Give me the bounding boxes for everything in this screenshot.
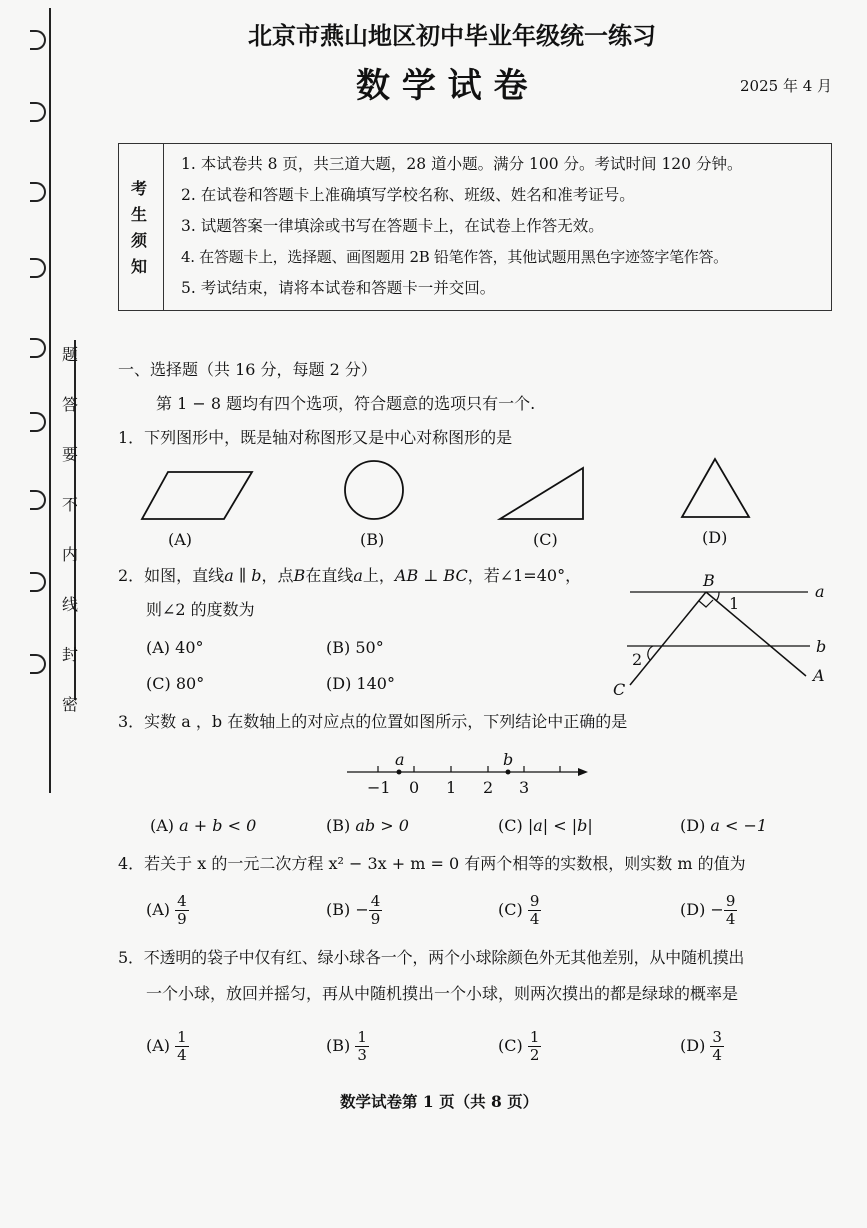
option-label: (B) xyxy=(326,638,351,657)
numerator: 4 xyxy=(370,892,381,910)
fraction xyxy=(528,1029,542,1064)
notice-item: 3. 试题答案一律填涂或书写在答题卡上，在试卷上作答无效。 xyxy=(181,217,604,235)
page-footer: 数学试卷第 1 页（共 8 页） xyxy=(340,1092,539,1111)
q2-text: 2．如图，直线 xyxy=(118,566,225,585)
exam-date: 2025 年 4 月 xyxy=(740,77,833,95)
seal-char: 密 xyxy=(61,695,78,714)
option-label: (D) xyxy=(326,674,352,693)
question-1-stem: 1．下列图形中，既是轴对称图形又是中心对称图形的是 xyxy=(118,428,513,447)
seal-char: 封 xyxy=(61,645,78,664)
numerator: 4 xyxy=(177,892,187,910)
option-value: a + b < 0 xyxy=(179,816,257,835)
fraction xyxy=(175,893,189,928)
q5-option-d xyxy=(680,1024,724,1068)
axis-tick-label: 3 xyxy=(519,778,530,797)
question-3-stem: 3．实数 a ，b 在数轴上的对应点的位置如图所示，下列结论中正确的是 xyxy=(118,712,628,731)
option-label: (B) xyxy=(326,816,351,835)
numerator: 9 xyxy=(529,892,540,910)
axis-tick-label: 2 xyxy=(483,778,494,797)
q4-option-b xyxy=(326,888,382,932)
q2-text: ，若∠1=40°， xyxy=(467,566,582,585)
q5-option-c xyxy=(498,1024,541,1068)
option-label: (C) xyxy=(146,674,171,693)
denominator: 2 xyxy=(529,1046,540,1064)
seal-char: 答 xyxy=(61,395,78,414)
seal-char: 题 xyxy=(61,345,78,364)
option-label: (C) xyxy=(498,900,523,919)
axis-point-b-label: b xyxy=(503,750,514,769)
seal-char: 内 xyxy=(61,545,78,564)
section-intro: 第 1 − 8 题均有四个选项，符合题意的选项只有一个. xyxy=(156,394,536,413)
notice-heading-char: 生 xyxy=(131,205,148,224)
numerator: 1 xyxy=(177,1028,187,1046)
denominator: 9 xyxy=(370,910,381,928)
seal-char: 不 xyxy=(61,495,78,514)
q5-option-a xyxy=(146,1024,189,1068)
option-label: (A) xyxy=(146,1036,171,1055)
option-label: (D) xyxy=(680,816,706,835)
axis-point-a-label: a xyxy=(395,750,405,769)
denominator: 4 xyxy=(725,910,736,928)
q2-point-label: B xyxy=(293,566,306,585)
axis-tick-label: 0 xyxy=(409,778,420,797)
q2-text: 上， xyxy=(362,566,395,585)
option-label: (A) xyxy=(146,638,171,657)
notice-item: 1. 本试卷共 8 页，共三道大题，28 道小题。满分 100 分。考试时间 120 分钟。 xyxy=(181,155,743,173)
angle-1-label: 1 xyxy=(729,594,740,613)
line-a-label: a xyxy=(815,582,825,601)
denominator: 9 xyxy=(177,910,187,928)
numerator: 9 xyxy=(725,892,736,910)
seal-char: 线 xyxy=(61,595,78,614)
denominator: 4 xyxy=(177,1046,187,1064)
question-5-line1: 5．不透明的袋子中仅有红、绿小球各一个，两个小球除颜色外无其他差别，从中随机摸出 xyxy=(118,948,745,967)
option-sign: − xyxy=(355,900,369,919)
q1-option-c: (C) xyxy=(533,530,558,549)
option-value: 140° xyxy=(356,674,395,693)
fraction xyxy=(724,893,738,928)
q3-option-d xyxy=(680,816,767,836)
option-label: (B) xyxy=(326,1036,351,1055)
q3-option-c xyxy=(498,816,593,836)
point-b-label: B xyxy=(703,571,715,590)
q2-line-label: a xyxy=(353,566,363,585)
angle-2-label: 2 xyxy=(632,650,643,669)
option-value: |a| < |b| xyxy=(527,816,593,835)
axis-arrow xyxy=(578,768,588,776)
q3-option-a xyxy=(150,816,256,836)
option-value: 40° xyxy=(175,638,204,657)
option-value: a < −1 xyxy=(710,816,768,835)
point-b-dot xyxy=(506,770,511,775)
notice-item: 4. 在答题卡上，选择题、画图题用 2B 铅笔作答，其他试题用黑色字迹签字笔作答。 xyxy=(181,248,728,266)
q4-option-a xyxy=(146,888,189,932)
option-label: (C) xyxy=(498,816,523,835)
denominator: 3 xyxy=(357,1046,367,1064)
question-5-line2: 一个小球，放回并摇匀，再从中随机摸出一个小球，则两次摸出的都是绿球的概率是 xyxy=(146,984,739,1003)
section-title: 一、选择题（共 16 分，每题 2 分） xyxy=(118,360,377,379)
option-sign: − xyxy=(710,900,724,919)
denominator: 4 xyxy=(529,910,540,928)
notice-heading-char: 考 xyxy=(131,179,148,198)
numerator: 3 xyxy=(712,1028,722,1046)
q4-option-c xyxy=(498,888,541,932)
seal-char: 要 xyxy=(61,445,78,464)
option-label: (D) xyxy=(680,1036,706,1055)
point-a-dot xyxy=(397,770,402,775)
notice-heading-char: 须 xyxy=(131,231,148,250)
q1-option-a: (A) xyxy=(168,530,193,549)
option-label: (A) xyxy=(150,816,175,835)
fraction xyxy=(175,1029,189,1064)
q1-option-b: (B) xyxy=(360,530,385,549)
q3-option-b xyxy=(326,816,409,836)
q4-option-d xyxy=(680,888,737,932)
option-value: ab > 0 xyxy=(355,816,409,835)
fraction xyxy=(369,893,383,928)
q2-parallel-expr: a ∥ b xyxy=(224,566,262,585)
line-b-label: b xyxy=(816,637,827,656)
axis-tick-label: −1 xyxy=(367,778,391,797)
option-value: 50° xyxy=(355,638,384,657)
fraction xyxy=(355,1029,369,1064)
question-4-stem: 4．若关于 x 的一元二次方程 x² − 3x + m = 0 有两个相等的实数根，则实数 m 的值为 xyxy=(118,854,746,873)
fraction xyxy=(528,893,542,928)
point-a-label: A xyxy=(813,666,825,685)
axis-tick-label: 1 xyxy=(446,778,457,797)
point-c-label: C xyxy=(613,680,626,699)
option-label: (D) xyxy=(680,900,706,919)
q5-option-b xyxy=(326,1024,369,1068)
fraction xyxy=(710,1029,724,1064)
q2-text: ，点 xyxy=(261,566,294,585)
paper-subtitle: 数 学 试 卷 xyxy=(356,66,528,106)
numerator: 1 xyxy=(529,1028,540,1046)
q2-text: 在直线 xyxy=(305,566,354,585)
option-label: (C) xyxy=(498,1036,523,1055)
notice-item: 5. 考试结束，请将本试卷和答题卡一并交回。 xyxy=(181,279,496,297)
exam-title: 北京市燕山地区初中毕业年级统一练习 xyxy=(248,21,656,50)
denominator: 4 xyxy=(712,1046,722,1064)
numerator: 1 xyxy=(357,1028,367,1046)
option-label: (B) xyxy=(326,900,351,919)
option-value: 80° xyxy=(175,674,205,693)
option-label: (A) xyxy=(146,900,171,919)
question-2-line2: 则∠2 的度数为 xyxy=(146,600,255,619)
q1-option-d: (D) xyxy=(702,528,728,547)
notice-heading-char: 知 xyxy=(131,257,148,276)
q2-perp-expr: AB ⊥ BC xyxy=(394,566,468,585)
notice-item: 2. 在试卷和答题卡上准确填写学校名称、班级、姓名和准考证号。 xyxy=(181,186,635,204)
